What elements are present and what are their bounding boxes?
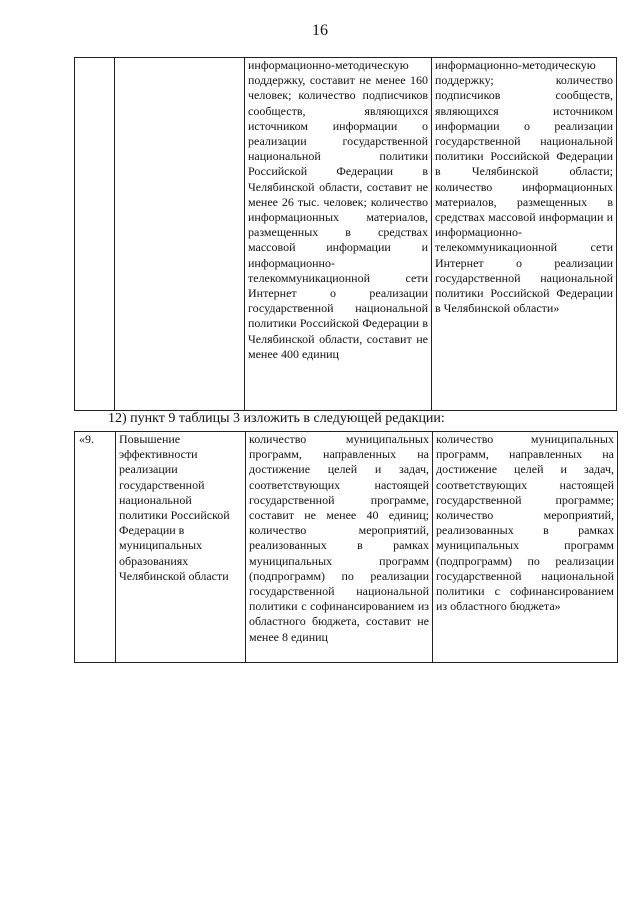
cell-indicator-description: информационно-методическую поддержку; количество подписчиков сообществ, являющихся источником информации о реализации государственной национальной политики Российской Федерации в Челябинской области; количество информационных материалов, размещенных в средствах массовой информации и информационно-телекоммуникационной сети Интернет о реализации государственной национальной политики Российской Федерации в Челябинской области» bbox=[432, 58, 617, 411]
cell-task bbox=[115, 58, 245, 411]
cell-indicator-description: количество муниципальных программ, направленных на достижение целей и задач, соответствующих настоящей государственной программе; количество мероприятий, реализованных в рамках муниципальных программ (подпрограмм) по реализации государственной национальной политики с софинансированием из областного бюджета» bbox=[433, 432, 618, 663]
table-row bbox=[75, 58, 617, 411]
table-continuation bbox=[74, 57, 617, 411]
cell-indicator-target: количество муниципальных программ, направленных на достижение целей и задач, соответствующих настоящей государственной программе, составит не менее 40 единиц; количество мероприятий, реализованных в рамках муниципальных программ (подпрограмм) по реализации государственной национальной политики с софинансированием из областного бюджета, составит не менее 8 единиц bbox=[246, 432, 433, 663]
table-row bbox=[75, 432, 618, 663]
cell-number: «9. bbox=[75, 432, 116, 663]
table-item-9 bbox=[74, 431, 618, 663]
section-heading: 12) пункт 9 таблицы 3 изложить в следующей редакции: bbox=[108, 411, 445, 426]
cell-task: Повышение эффективности реализации государственной национальной политики Российской Федерации в муниципальных образованиях Челябинской области bbox=[116, 432, 246, 663]
cell-indicator-target: информационно-методическую поддержку, составит не менее 160 человек; количество подписчиков сообществ, являющихся источником информации о реализации государственной национальной политики Российской Федерации в Челябинской области, составит не менее 26 тыс. человек; количество информационных материалов, размещенных в средствах массовой информации и информационно-телекоммуникационной сети Интернет о реализации государственной национальной политики Российской Федерации в Челябинской области, составит не менее 400 единиц bbox=[245, 58, 432, 411]
cell-number bbox=[75, 58, 115, 411]
page-number: 16 bbox=[312, 22, 328, 39]
